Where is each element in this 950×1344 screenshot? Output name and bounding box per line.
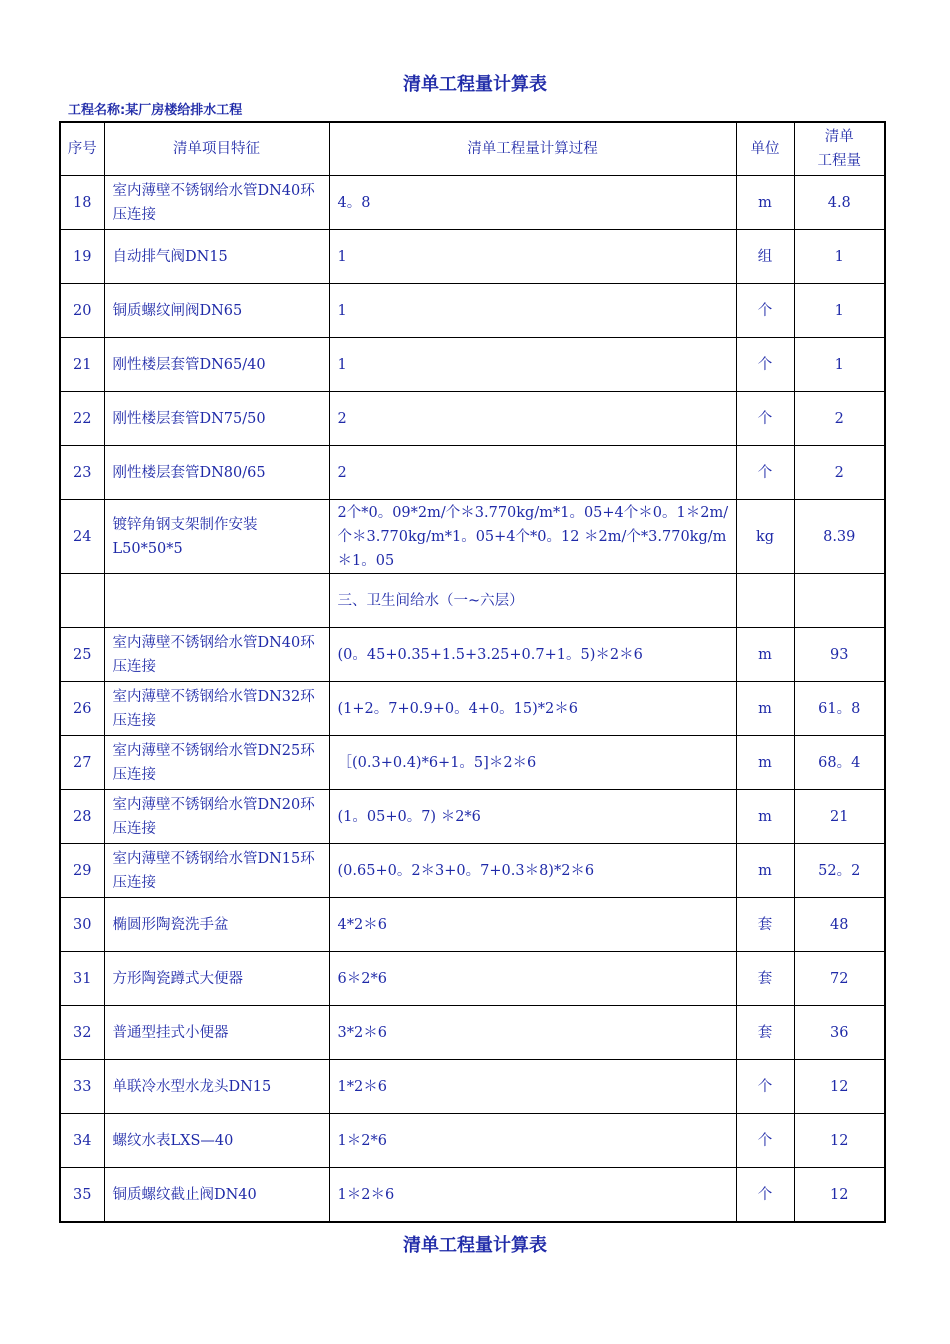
table-row bbox=[60, 284, 885, 338]
cell-feature: 室内薄壁不锈钢给水管DN20环压连接 bbox=[104, 790, 329, 844]
cell-qty: 72 bbox=[794, 952, 885, 1006]
table-row bbox=[60, 230, 885, 284]
table-row bbox=[60, 898, 885, 952]
cell-calc: 三、卫生间给水（一~六层） bbox=[329, 574, 736, 628]
cell-unit: m bbox=[736, 628, 794, 682]
cell-seq: 25 bbox=[60, 628, 104, 682]
footer-title: 清单工程量计算表 bbox=[403, 1235, 547, 1256]
table-row bbox=[60, 1168, 885, 1223]
cell-unit: m bbox=[736, 790, 794, 844]
cell-unit: 个 bbox=[736, 284, 794, 338]
cell-seq: 32 bbox=[60, 1006, 104, 1060]
cell-qty: 12 bbox=[794, 1060, 885, 1114]
cell-calc: 3*2＊6 bbox=[329, 1006, 736, 1060]
table-row bbox=[60, 628, 885, 682]
cell-unit: m bbox=[736, 682, 794, 736]
cell-unit: m bbox=[736, 176, 794, 230]
cell-feature: 普通型挂式小便器 bbox=[104, 1006, 329, 1060]
table-row bbox=[60, 736, 885, 790]
cell-seq: 29 bbox=[60, 844, 104, 898]
cell-unit: 个 bbox=[736, 1114, 794, 1168]
project-name: 工程名称:某厂房楼给排水工程 bbox=[68, 103, 243, 118]
cell-feature: 室内薄壁不锈钢给水管DN32环压连接 bbox=[104, 682, 329, 736]
cell-calc: 2个*0。09*2m/个＊3.770kg/m*1。05+4个＊0。1＊2m/个＊3.770kg/m*1。05+4个*0。12 ＊2m/个*3.770kg/m＊1。05 bbox=[329, 500, 736, 574]
cell-qty: 12 bbox=[794, 1114, 885, 1168]
table-row bbox=[60, 1006, 885, 1060]
cell-unit: 套 bbox=[736, 1006, 794, 1060]
cell-seq: 27 bbox=[60, 736, 104, 790]
table-row bbox=[60, 176, 885, 230]
cell-calc: (1+2。7+0.9+0。4+0。15)*2＊6 bbox=[329, 682, 736, 736]
cell-unit: 套 bbox=[736, 898, 794, 952]
table-row bbox=[60, 682, 885, 736]
cell-calc: (0.65+0。2＊3+0。7+0.3＊8)*2＊6 bbox=[329, 844, 736, 898]
cell-feature bbox=[104, 574, 329, 628]
cell-feature: 室内薄壁不锈钢给水管DN40环压连接 bbox=[104, 628, 329, 682]
cell-unit: kg bbox=[736, 500, 794, 574]
cell-unit: m bbox=[736, 844, 794, 898]
header-seq: 序号 bbox=[60, 122, 104, 176]
cell-feature: 刚性楼层套管DN65/40 bbox=[104, 338, 329, 392]
cell-seq: 20 bbox=[60, 284, 104, 338]
cell-qty: 52。2 bbox=[794, 844, 885, 898]
header-calc: 清单工程量计算过程 bbox=[329, 122, 736, 176]
header-unit: 单位 bbox=[736, 122, 794, 176]
cell-calc: 4*2＊6 bbox=[329, 898, 736, 952]
cell-qty: 1 bbox=[794, 284, 885, 338]
cell-qty: 2 bbox=[794, 392, 885, 446]
cell-qty: 48 bbox=[794, 898, 885, 952]
cell-unit: 套 bbox=[736, 952, 794, 1006]
cell-seq: 21 bbox=[60, 338, 104, 392]
cell-calc: 2 bbox=[329, 446, 736, 500]
table-row bbox=[60, 790, 885, 844]
cell-unit: 个 bbox=[736, 338, 794, 392]
header-feature: 清单项目特征 bbox=[104, 122, 329, 176]
cell-qty: 12 bbox=[794, 1168, 885, 1223]
cell-calc: 1＊2＊6 bbox=[329, 1168, 736, 1223]
cell-qty: 36 bbox=[794, 1006, 885, 1060]
cell-seq: 31 bbox=[60, 952, 104, 1006]
cell-feature: 自动排气阀DN15 bbox=[104, 230, 329, 284]
cell-unit: 个 bbox=[736, 446, 794, 500]
cell-qty: 1 bbox=[794, 338, 885, 392]
cell-feature: 室内薄壁不锈钢给水管DN25环压连接 bbox=[104, 736, 329, 790]
cell-qty bbox=[794, 574, 885, 628]
cell-seq: 18 bbox=[60, 176, 104, 230]
cell-feature: 铜质螺纹闸阀DN65 bbox=[104, 284, 329, 338]
cell-feature: 铜质螺纹截止阀DN40 bbox=[104, 1168, 329, 1223]
table-row bbox=[60, 844, 885, 898]
cell-seq: 23 bbox=[60, 446, 104, 500]
cell-seq: 28 bbox=[60, 790, 104, 844]
table-row bbox=[60, 446, 885, 500]
cell-qty: 4.8 bbox=[794, 176, 885, 230]
cell-seq bbox=[60, 574, 104, 628]
cell-qty: 8.39 bbox=[794, 500, 885, 574]
cell-seq: 26 bbox=[60, 682, 104, 736]
cell-unit: m bbox=[736, 736, 794, 790]
cell-qty: 21 bbox=[794, 790, 885, 844]
cell-seq: 24 bbox=[60, 500, 104, 574]
cell-feature: 室内薄壁不锈钢给水管DN15环压连接 bbox=[104, 844, 329, 898]
quantity-table bbox=[59, 121, 886, 1223]
table-row bbox=[60, 1114, 885, 1168]
cell-feature: 螺纹水表LXS—40 bbox=[104, 1114, 329, 1168]
cell-seq: 35 bbox=[60, 1168, 104, 1223]
cell-qty: 93 bbox=[794, 628, 885, 682]
cell-calc: 4。8 bbox=[329, 176, 736, 230]
cell-qty: 61。8 bbox=[794, 682, 885, 736]
cell-feature: 镀锌角钢支架制作安装L50*50*5 bbox=[104, 500, 329, 574]
cell-unit: 个 bbox=[736, 1060, 794, 1114]
cell-calc: 1 bbox=[329, 230, 736, 284]
cell-qty: 2 bbox=[794, 446, 885, 500]
cell-unit bbox=[736, 574, 794, 628]
cell-unit: 组 bbox=[736, 230, 794, 284]
cell-feature: 刚性楼层套管DN75/50 bbox=[104, 392, 329, 446]
cell-unit: 个 bbox=[736, 1168, 794, 1223]
cell-calc: 6＊2*6 bbox=[329, 952, 736, 1006]
cell-calc: 1*2＊6 bbox=[329, 1060, 736, 1114]
table-header-row bbox=[60, 122, 885, 176]
cell-feature: 单联冷水型水龙头DN15 bbox=[104, 1060, 329, 1114]
cell-calc: 1 bbox=[329, 338, 736, 392]
cell-unit: 个 bbox=[736, 392, 794, 446]
cell-seq: 30 bbox=[60, 898, 104, 952]
cell-calc: (1。05+0。7) ＊2*6 bbox=[329, 790, 736, 844]
table-row bbox=[60, 574, 885, 628]
table-row bbox=[60, 952, 885, 1006]
cell-qty: 68。4 bbox=[794, 736, 885, 790]
table-row bbox=[60, 500, 885, 574]
cell-feature: 椭圆形陶瓷洗手盆 bbox=[104, 898, 329, 952]
cell-seq: 34 bbox=[60, 1114, 104, 1168]
cell-calc: 1 bbox=[329, 284, 736, 338]
cell-calc: 2 bbox=[329, 392, 736, 446]
table-row bbox=[60, 392, 885, 446]
cell-calc: (0。45+0.35+1.5+3.25+0.7+1。5)＊2＊6 bbox=[329, 628, 736, 682]
cell-qty: 1 bbox=[794, 230, 885, 284]
cell-feature: 刚性楼层套管DN80/65 bbox=[104, 446, 329, 500]
page-title: 清单工程量计算表 bbox=[403, 74, 547, 95]
table-row bbox=[60, 338, 885, 392]
cell-feature: 方形陶瓷蹲式大便器 bbox=[104, 952, 329, 1006]
header-qty: 清单 工程量 bbox=[794, 122, 885, 176]
cell-feature: 室内薄壁不锈钢给水管DN40环压连接 bbox=[104, 176, 329, 230]
cell-calc: ［(0.3+0.4)*6+1。5]＊2＊6 bbox=[329, 736, 736, 790]
cell-calc: 1＊2*6 bbox=[329, 1114, 736, 1168]
cell-seq: 33 bbox=[60, 1060, 104, 1114]
table-row bbox=[60, 1060, 885, 1114]
cell-seq: 19 bbox=[60, 230, 104, 284]
cell-seq: 22 bbox=[60, 392, 104, 446]
